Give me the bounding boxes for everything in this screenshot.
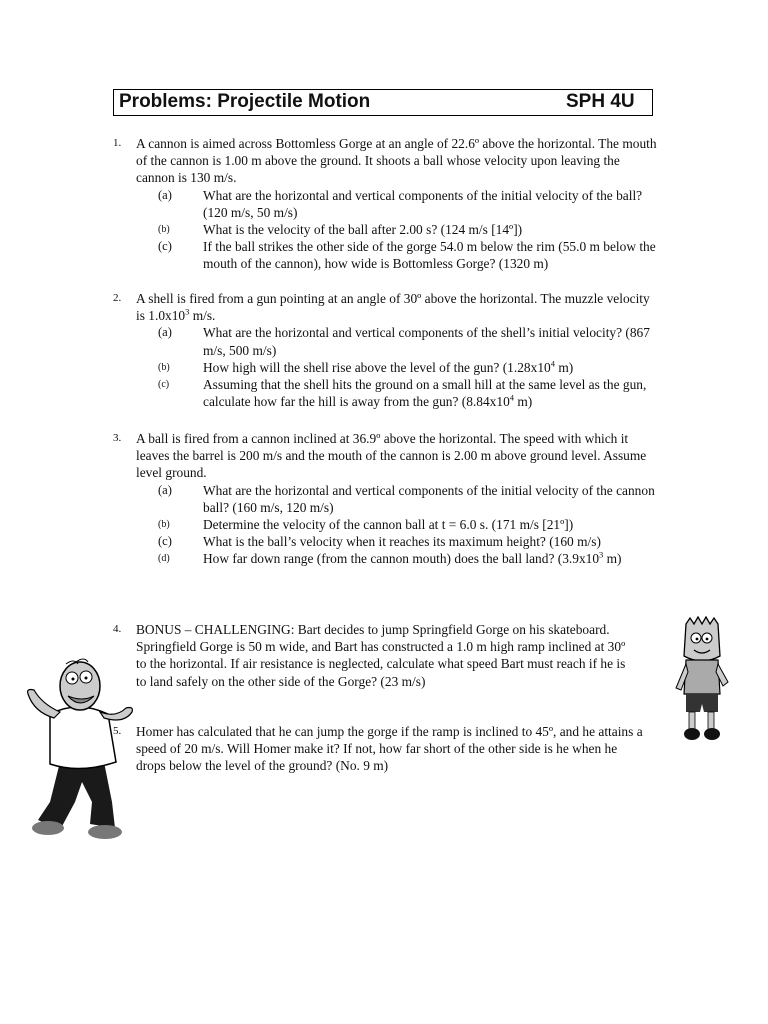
subpart-label: (a) (158, 482, 172, 497)
subpart-label: (b) (158, 224, 170, 236)
subpart-label: (a) (158, 187, 172, 202)
subpart-text: What is the velocity of the ball after 2.00 s? (124 m/s [14º]) (203, 222, 523, 238)
subpart-text (203, 359, 658, 376)
problem-number: 2. (113, 292, 122, 304)
problem-text: A ball is fired from a cannon inclined at 36.9º above the horizontal. The speed with which it leaves the barrel is 200 m/s and the mouth of the cannon is 2.00 m above ground level. Assume level ground. (136, 431, 647, 481)
subpart-text (203, 376, 658, 410)
text-segment: m) (603, 551, 622, 567)
subpart (158, 482, 658, 516)
problem-number: 5. (113, 725, 122, 737)
subpart-text: What is the ball’s velocity when it reaches its maximum height? (160 m/s) (203, 534, 601, 550)
exponent: 4 (550, 358, 555, 369)
subpart (158, 359, 658, 376)
text-segment: How high will the shell rise above the level of the gun? (1.28x10 (203, 359, 551, 375)
text-segment: Assuming that the shell hits the ground on a small hill at the same level as the gun, calculate how far the hill is away from the gun? (8.84x10 (203, 377, 647, 410)
subpart (158, 550, 658, 567)
text-segment: m/s. (189, 308, 216, 324)
subpart (158, 324, 658, 358)
subpart-label: (c) (158, 379, 170, 391)
subpart (158, 376, 658, 410)
subpart-label: (a) (158, 325, 172, 340)
homer-cartoon-image (20, 652, 138, 844)
subpart-label: (d) (158, 553, 170, 565)
problem-2 (113, 290, 658, 410)
problem-text: A cannon is aimed across Bottomless Gorge at an angle of 22.6º above the horizontal. The mouth of the cannon is 1.00 m above the ground. It shoots a ball whose velocity upon leaving the cannon is 130 m/s. (136, 136, 657, 186)
problem-1 (113, 135, 658, 273)
subpart (158, 221, 658, 238)
subpart (158, 516, 658, 533)
subpart-text: If the ball strikes the other side of the gorge 54.0 m below the rim (55.0 m below the mouth of the cannon), how wide is Bottomless Gorge? (1320 m) (203, 239, 656, 272)
subpart (158, 533, 658, 550)
problem-number: 4. (113, 623, 122, 635)
subpart-text: What are the horizontal and vertical components of the initial velocity of the cannon ball? (160 m/s, 120 m/s) (203, 482, 655, 515)
problem-text (136, 290, 658, 324)
problem-number: 3. (113, 432, 122, 444)
problem-5 (113, 723, 643, 775)
exponent: 4 (509, 392, 515, 403)
header-box (113, 89, 653, 116)
bart-cartoon-image (672, 616, 732, 746)
subpart (158, 238, 658, 272)
page-title: Problems: Projectile Motion (119, 91, 371, 112)
subpart-text: What are the horizontal and vertical components of the shell’s initial velocity? (867 m/s, 500 m/s) (203, 325, 650, 358)
problem-text: Homer has calculated that he can jump the gorge if the ramp is inclined to 45º, and he attains a speed of 20 m/s. Will Homer make it? If not, how far short of the other side is he when he drops below the level of the ground? (No. 9 m) (136, 724, 643, 774)
course-code: SPH 4U (566, 91, 635, 112)
exponent: 3 (599, 549, 604, 560)
text-segment: m) (514, 394, 533, 410)
problem-4 (113, 621, 638, 690)
problem-number: 1. (113, 137, 122, 149)
subpart-label: (c) (158, 534, 172, 549)
subpart-label: (c) (158, 239, 172, 254)
text-segment: m) (554, 359, 574, 375)
subpart-label: (b) (158, 361, 170, 373)
exponent: 3 (185, 306, 190, 317)
subpart-text (203, 550, 658, 567)
text-segment: How far down range (from the cannon mouth) does the ball land? (3.9x10 (203, 551, 600, 567)
problem-3 (113, 430, 658, 568)
problem-text: BONUS – CHALLENGING: Bart decides to jump Springfield Gorge on his skateboard. Springfield Gorge is 50 m wide, and Bart has constructed a 1.0 m high ramp inclined at 30º to the horizontal. If air resistance is neglected, calculate what speed Bart must reach if he is to land safely on the other side of the Gorge? (23 m/s) (136, 622, 626, 689)
text-segment: A shell is fired from a gun pointing at an angle of 30º above the horizontal. The muzzle velocity is 1.0x10 (136, 291, 650, 324)
subpart (158, 187, 658, 221)
subpart-label: (b) (158, 519, 170, 531)
subpart-text: Determine the velocity of the cannon ball at t = 6.0 s. (171 m/s [21º]) (203, 517, 574, 533)
subpart-text: What are the horizontal and vertical components of the initial velocity of the ball? (120 m/s, 50 m/s) (203, 187, 643, 220)
